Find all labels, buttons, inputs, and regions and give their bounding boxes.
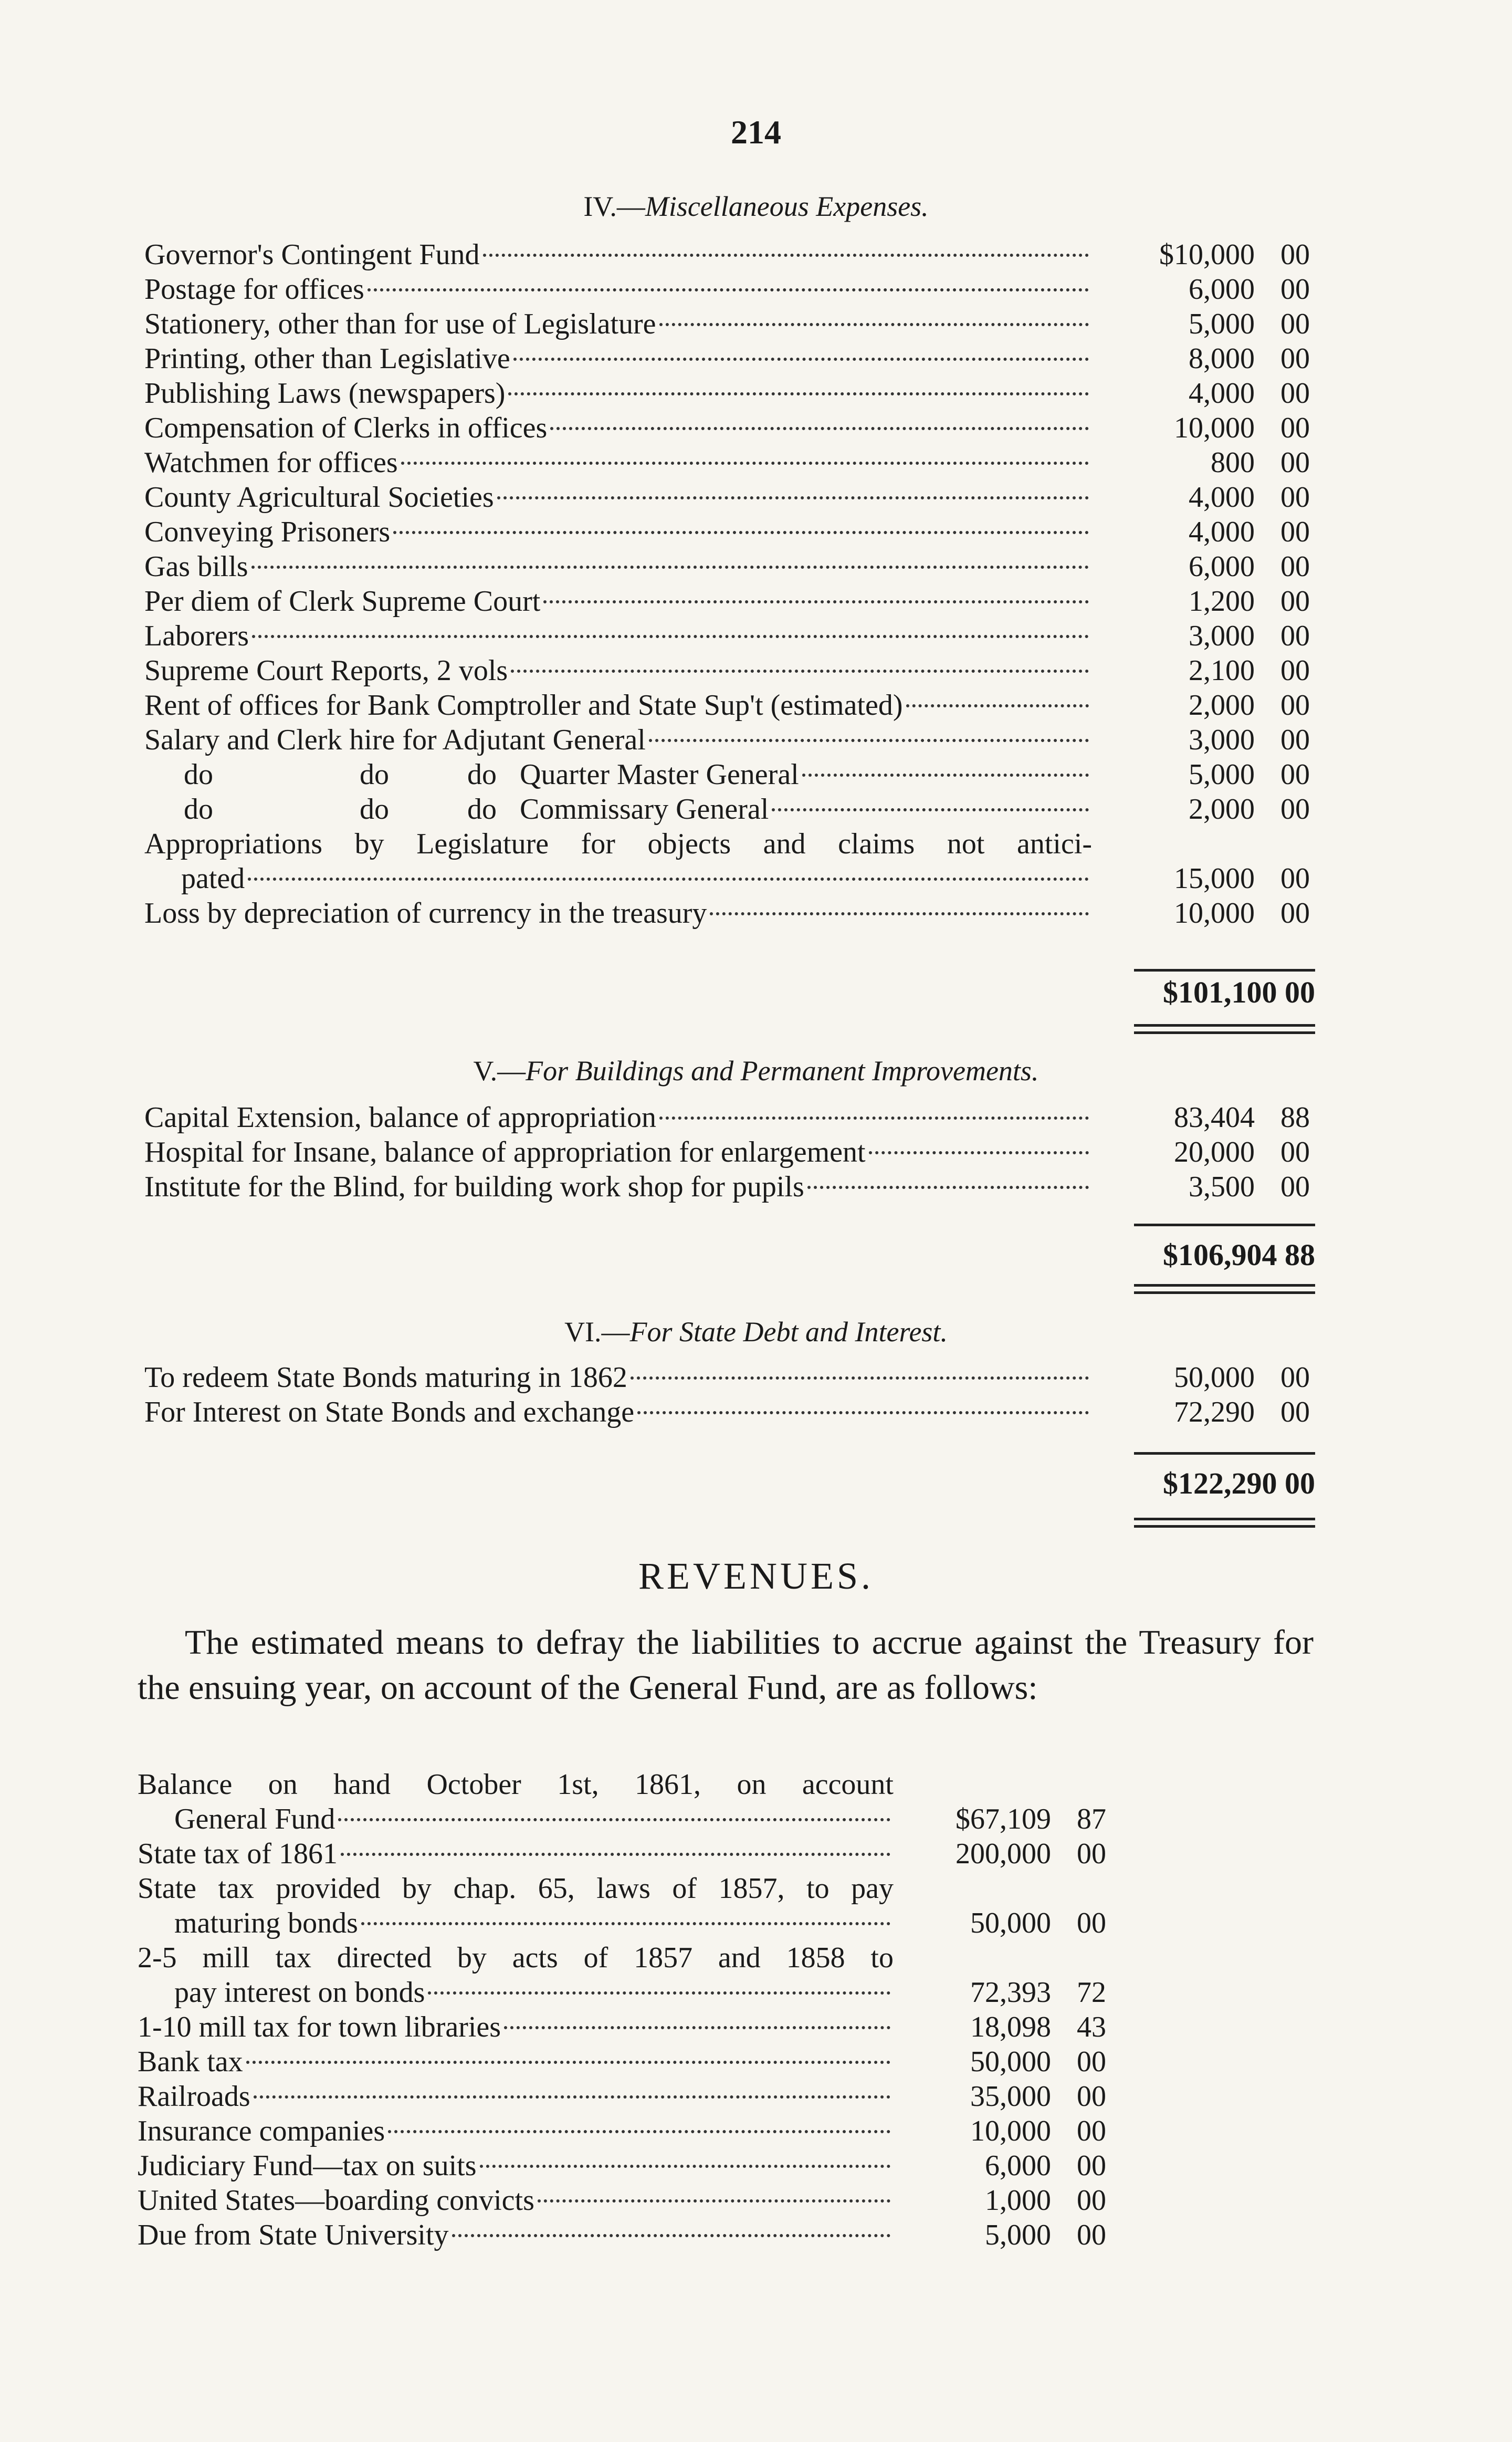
dot-leader bbox=[401, 462, 1089, 465]
row-label: Loss by depreciation of currency in the treasury bbox=[144, 897, 707, 930]
dot-leader bbox=[480, 2165, 890, 2168]
row-dollars: 2,000 bbox=[1189, 793, 1255, 826]
row-cents: 00 bbox=[1077, 1838, 1106, 1870]
dot-leader bbox=[452, 2234, 890, 2237]
row-cents: 00 bbox=[1077, 2149, 1106, 2182]
row-cents: 00 bbox=[1280, 620, 1310, 652]
row-dollars: 4,000 bbox=[1189, 377, 1255, 410]
table-row bbox=[144, 861, 1310, 896]
row-dollars: 6,000 bbox=[1189, 550, 1255, 583]
table-row bbox=[144, 827, 1310, 861]
row-dollars: $67,109 bbox=[956, 1803, 1051, 1835]
section-iv-do-items bbox=[144, 757, 1310, 827]
table-row bbox=[144, 272, 1310, 307]
row-cents: 00 bbox=[1280, 377, 1310, 410]
table-row bbox=[144, 480, 1310, 515]
subtotal-rule bbox=[1134, 1224, 1315, 1226]
row-label: Watchmen for offices bbox=[144, 446, 398, 479]
total-double-rule bbox=[1134, 1024, 1315, 1027]
table-row bbox=[138, 1836, 1106, 1871]
section-iv-title: Miscellaneous Expenses. bbox=[645, 191, 929, 222]
row-label: Laborers bbox=[144, 620, 249, 652]
dot-leader bbox=[252, 635, 1089, 638]
row-cents: 00 bbox=[1280, 897, 1310, 930]
row-dollars: 3,500 bbox=[1189, 1171, 1255, 1203]
total-double-rule bbox=[1134, 1284, 1315, 1287]
section-iv-heading bbox=[0, 190, 1512, 223]
row-dollars: 18,098 bbox=[970, 2011, 1051, 2043]
dot-leader bbox=[631, 1376, 1089, 1380]
table-row bbox=[138, 2010, 1106, 2044]
section-vi-numeral: VI.— bbox=[564, 1316, 630, 1348]
row-label: 1-10 mill tax for town libraries bbox=[138, 2011, 501, 2043]
row-label: Bank tax bbox=[138, 2046, 243, 2078]
total-double-rule bbox=[1134, 1518, 1315, 1520]
section-v-numeral: V.— bbox=[473, 1055, 526, 1087]
dot-leader bbox=[508, 392, 1089, 395]
dot-leader bbox=[869, 1151, 1089, 1154]
table-row bbox=[138, 1802, 1106, 1836]
table-row bbox=[144, 1170, 1310, 1204]
table-row bbox=[138, 1906, 1106, 1940]
row-dollars: 5,000 bbox=[1189, 758, 1255, 791]
section-v-heading bbox=[0, 1055, 1512, 1087]
section-iv-items bbox=[144, 237, 1310, 757]
row-label: Stationery, other than for use of Legislature bbox=[144, 308, 656, 340]
table-row bbox=[144, 445, 1310, 480]
row-dollars: 6,000 bbox=[985, 2149, 1051, 2182]
dot-leader bbox=[338, 1818, 890, 1821]
row-label: For Interest on State Bonds and exchange bbox=[144, 1396, 635, 1428]
dot-leader bbox=[251, 566, 1089, 569]
row-dollars: 1,000 bbox=[985, 2184, 1051, 2217]
dot-leader bbox=[393, 531, 1089, 534]
row-cents: 00 bbox=[1280, 412, 1310, 444]
row-dollars: 800 bbox=[1211, 446, 1255, 479]
row-dollars: 1,200 bbox=[1189, 585, 1255, 618]
dot-leader bbox=[802, 774, 1089, 777]
row-label: To redeem State Bonds maturing in 1862 bbox=[144, 1361, 627, 1394]
section-vi-total: $122,290 00 bbox=[1163, 1466, 1315, 1500]
row-cents: 00 bbox=[1077, 2115, 1106, 2147]
dot-leader bbox=[361, 1922, 890, 1925]
table-row bbox=[144, 411, 1310, 445]
row-cents: 00 bbox=[1280, 516, 1310, 548]
row-cents: 00 bbox=[1280, 550, 1310, 583]
row-label: pay interest on bonds bbox=[174, 1976, 425, 2009]
row-cents: 00 bbox=[1280, 273, 1310, 306]
section-iv-list bbox=[144, 237, 1310, 931]
section-v-title: For Buildings and Permanent Improvements. bbox=[526, 1055, 1039, 1087]
table-row bbox=[144, 723, 1310, 757]
table-row bbox=[144, 515, 1310, 549]
dot-leader bbox=[246, 2061, 890, 2064]
dot-leader bbox=[483, 254, 1089, 257]
section-iv-total: $101,100 00 bbox=[1163, 975, 1315, 1009]
dot-leader bbox=[538, 2199, 890, 2203]
row-cents: 72 bbox=[1077, 1976, 1106, 2009]
dot-leader bbox=[248, 878, 1089, 881]
ditto-mark: do bbox=[360, 793, 389, 826]
dot-leader bbox=[341, 1853, 890, 1856]
row-dollars: 4,000 bbox=[1189, 516, 1255, 548]
row-label: State tax of 1861 bbox=[138, 1838, 338, 1870]
row-label: Per diem of Clerk Supreme Court bbox=[144, 585, 541, 618]
table-row bbox=[138, 1940, 1106, 1975]
row-cents: 00 bbox=[1077, 2080, 1106, 2113]
table-row bbox=[144, 896, 1310, 931]
table-row bbox=[144, 757, 1310, 792]
section-v-list bbox=[144, 1100, 1310, 1204]
row-dollars: 83,404 bbox=[1174, 1101, 1255, 1134]
row-label: Rent of offices for Bank Comptroller and State Sup't (estimated) bbox=[144, 689, 903, 722]
table-row bbox=[144, 237, 1310, 272]
row-label: General Fund bbox=[174, 1803, 335, 1835]
table-row bbox=[144, 584, 1310, 619]
row-cents: 00 bbox=[1280, 1171, 1310, 1203]
row-label: Conveying Prisoners bbox=[144, 516, 391, 548]
section-vi-title: For State Debt and Interest. bbox=[629, 1316, 948, 1348]
row-dollars: $10,000 bbox=[1159, 238, 1255, 271]
row-cents: 00 bbox=[1077, 2219, 1106, 2251]
dot-leader bbox=[388, 2130, 890, 2133]
row-cents: 00 bbox=[1280, 1396, 1310, 1428]
row-cents: 00 bbox=[1280, 689, 1310, 722]
row-dollars: 72,393 bbox=[970, 1976, 1051, 2009]
row-dollars: 10,000 bbox=[1174, 897, 1255, 930]
table-row bbox=[144, 653, 1310, 688]
row-label: Publishing Laws (newspapers) bbox=[144, 377, 506, 410]
row-cents: 00 bbox=[1280, 758, 1310, 791]
dot-leader bbox=[772, 808, 1089, 811]
row-dollars: 8,000 bbox=[1189, 342, 1255, 375]
dot-leader bbox=[710, 912, 1089, 915]
row-label: County Agricultural Societies bbox=[144, 481, 494, 514]
subtotal-rule bbox=[1134, 1452, 1315, 1455]
row-cents: 00 bbox=[1280, 724, 1310, 756]
row-label: Compensation of Clerks in offices bbox=[144, 412, 548, 444]
table-row bbox=[144, 792, 1310, 827]
table-row bbox=[138, 2114, 1106, 2148]
dot-leader bbox=[513, 358, 1089, 361]
dot-leader bbox=[637, 1411, 1089, 1414]
row-cents: 00 bbox=[1280, 793, 1310, 826]
dot-leader bbox=[807, 1186, 1089, 1189]
row-cents: 00 bbox=[1280, 654, 1310, 687]
row-dollars: 5,000 bbox=[1189, 308, 1255, 340]
revenues-title: REVENUES. bbox=[638, 1555, 874, 1597]
dot-leader bbox=[254, 2095, 890, 2099]
row-cents: 00 bbox=[1280, 342, 1310, 375]
section-vi-heading bbox=[0, 1316, 1512, 1348]
dot-leader bbox=[368, 288, 1089, 291]
dot-leader bbox=[550, 427, 1089, 430]
table-row bbox=[138, 2183, 1106, 2218]
dot-leader bbox=[511, 670, 1089, 673]
table-row bbox=[138, 2079, 1106, 2114]
row-dollars: 200,000 bbox=[956, 1838, 1051, 1870]
dot-leader bbox=[906, 704, 1089, 707]
dot-leader bbox=[659, 323, 1089, 326]
table-row bbox=[144, 341, 1310, 376]
table-row bbox=[144, 1135, 1310, 1170]
table-row bbox=[138, 1975, 1106, 2010]
row-label: Railroads bbox=[138, 2080, 250, 2113]
row-dollars: 50,000 bbox=[970, 1907, 1051, 1939]
row-label: Hospital for Insane, balance of appropriation for enlargement bbox=[144, 1136, 866, 1168]
row-cents: 00 bbox=[1077, 2046, 1106, 2078]
row-dollars: 35,000 bbox=[970, 2080, 1051, 2113]
row-label: 2-5 mill tax directed by acts of 1857 and 1858 to bbox=[138, 1942, 894, 1974]
section-vi-list bbox=[144, 1360, 1310, 1429]
row-cents: 00 bbox=[1280, 1361, 1310, 1394]
row-label: United States—boarding convicts bbox=[138, 2184, 534, 2217]
revenues-list bbox=[138, 1767, 1106, 2252]
table-row bbox=[144, 307, 1310, 341]
dot-leader bbox=[428, 1991, 890, 1995]
row-label-text: Commissary General bbox=[520, 793, 769, 826]
revenues-items bbox=[138, 2010, 1106, 2252]
row-cents: 00 bbox=[1280, 1136, 1310, 1168]
row-cents: 00 bbox=[1280, 481, 1310, 514]
row-dollars: 3,000 bbox=[1189, 620, 1255, 652]
row-cents: 00 bbox=[1280, 585, 1310, 618]
row-label-text: Quarter Master General bbox=[520, 758, 799, 791]
row-label: Gas bills bbox=[144, 550, 248, 583]
row-cents: 00 bbox=[1280, 308, 1310, 340]
total-double-rule bbox=[1134, 1291, 1315, 1294]
ditto-mark: do bbox=[360, 758, 389, 791]
row-label: Salary and Clerk hire for Adjutant General bbox=[144, 724, 646, 756]
row-label: Appropriations by Legislature for objects and claims not antici- bbox=[144, 828, 1092, 860]
row-cents: 87 bbox=[1077, 1803, 1106, 1835]
row-dollars: 6,000 bbox=[1189, 273, 1255, 306]
revenues-intro: The estimated means to defray the liabilities to accrue against the Treasury for the ensuing year, on account of the General Fund, are as follows: bbox=[138, 1623, 1314, 1707]
ditto-mark: do bbox=[184, 758, 213, 791]
row-label: State tax provided by chap. 65, laws of 1857, to pay bbox=[138, 1872, 894, 1905]
row-cents: 88 bbox=[1280, 1101, 1310, 1134]
row-label: Judiciary Fund—tax on suits bbox=[138, 2149, 477, 2182]
row-label: Insurance companies bbox=[138, 2115, 385, 2147]
section-v-total: $106,904 88 bbox=[1163, 1238, 1315, 1272]
dot-leader bbox=[504, 2026, 890, 2029]
row-dollars: 20,000 bbox=[1174, 1136, 1255, 1168]
page-number: 214 bbox=[731, 113, 781, 151]
row-dollars: 10,000 bbox=[1174, 412, 1255, 444]
row-dollars: 72,290 bbox=[1174, 1396, 1255, 1428]
dot-leader bbox=[543, 600, 1089, 603]
row-label: maturing bonds bbox=[174, 1907, 358, 1939]
row-label: Supreme Court Reports, 2 vols bbox=[144, 654, 508, 687]
row-dollars: 50,000 bbox=[970, 2046, 1051, 2078]
table-row bbox=[138, 2148, 1106, 2183]
table-row bbox=[144, 619, 1310, 653]
table-row bbox=[144, 1100, 1310, 1135]
total-double-rule bbox=[1134, 1525, 1315, 1528]
subtotal-rule bbox=[1134, 969, 1315, 972]
table-row bbox=[144, 376, 1310, 411]
row-dollars: 10,000 bbox=[970, 2115, 1051, 2147]
row-label: pated bbox=[181, 862, 245, 895]
row-label: Postage for offices bbox=[144, 273, 364, 306]
row-cents: 00 bbox=[1280, 862, 1310, 895]
row-dollars: 3,000 bbox=[1189, 724, 1255, 756]
dot-leader bbox=[497, 496, 1089, 499]
ditto-mark: do bbox=[184, 793, 213, 826]
table-row bbox=[138, 2218, 1106, 2252]
row-dollars: 5,000 bbox=[985, 2219, 1051, 2251]
table-row bbox=[138, 1767, 1106, 1802]
row-dollars: 50,000 bbox=[1174, 1361, 1255, 1394]
row-dollars: 2,100 bbox=[1189, 654, 1255, 687]
row-cents: 43 bbox=[1077, 2011, 1106, 2043]
ditto-mark: do bbox=[467, 793, 497, 826]
table-row bbox=[144, 1395, 1310, 1429]
row-label: Institute for the Blind, for building work shop for pupils bbox=[144, 1171, 804, 1203]
row-label: Capital Extension, balance of appropriation bbox=[144, 1101, 657, 1134]
row-label bbox=[144, 792, 769, 827]
dot-leader bbox=[649, 739, 1089, 742]
table-row bbox=[138, 2044, 1106, 2079]
row-cents: 00 bbox=[1280, 446, 1310, 479]
dot-leader bbox=[659, 1116, 1089, 1120]
row-label: Due from State University bbox=[138, 2219, 449, 2251]
row-dollars: 15,000 bbox=[1174, 862, 1255, 895]
row-label: Governor's Contingent Fund bbox=[144, 238, 480, 271]
row-cents: 00 bbox=[1077, 1907, 1106, 1939]
ditto-mark: do bbox=[467, 758, 497, 791]
row-cents: 00 bbox=[1280, 238, 1310, 271]
row-label: Printing, other than Legislative bbox=[144, 342, 510, 375]
row-cents: 00 bbox=[1077, 2184, 1106, 2217]
table-row bbox=[144, 549, 1310, 584]
table-row bbox=[144, 1360, 1310, 1395]
total-double-rule bbox=[1134, 1031, 1315, 1034]
section-iv-numeral: IV.— bbox=[583, 191, 645, 222]
row-dollars: 2,000 bbox=[1189, 689, 1255, 722]
row-label bbox=[144, 757, 799, 792]
table-row bbox=[144, 688, 1310, 723]
row-dollars: 4,000 bbox=[1189, 481, 1255, 514]
table-row bbox=[138, 1871, 1106, 1906]
row-label: Balance on hand October 1st, 1861, on account bbox=[138, 1768, 894, 1801]
